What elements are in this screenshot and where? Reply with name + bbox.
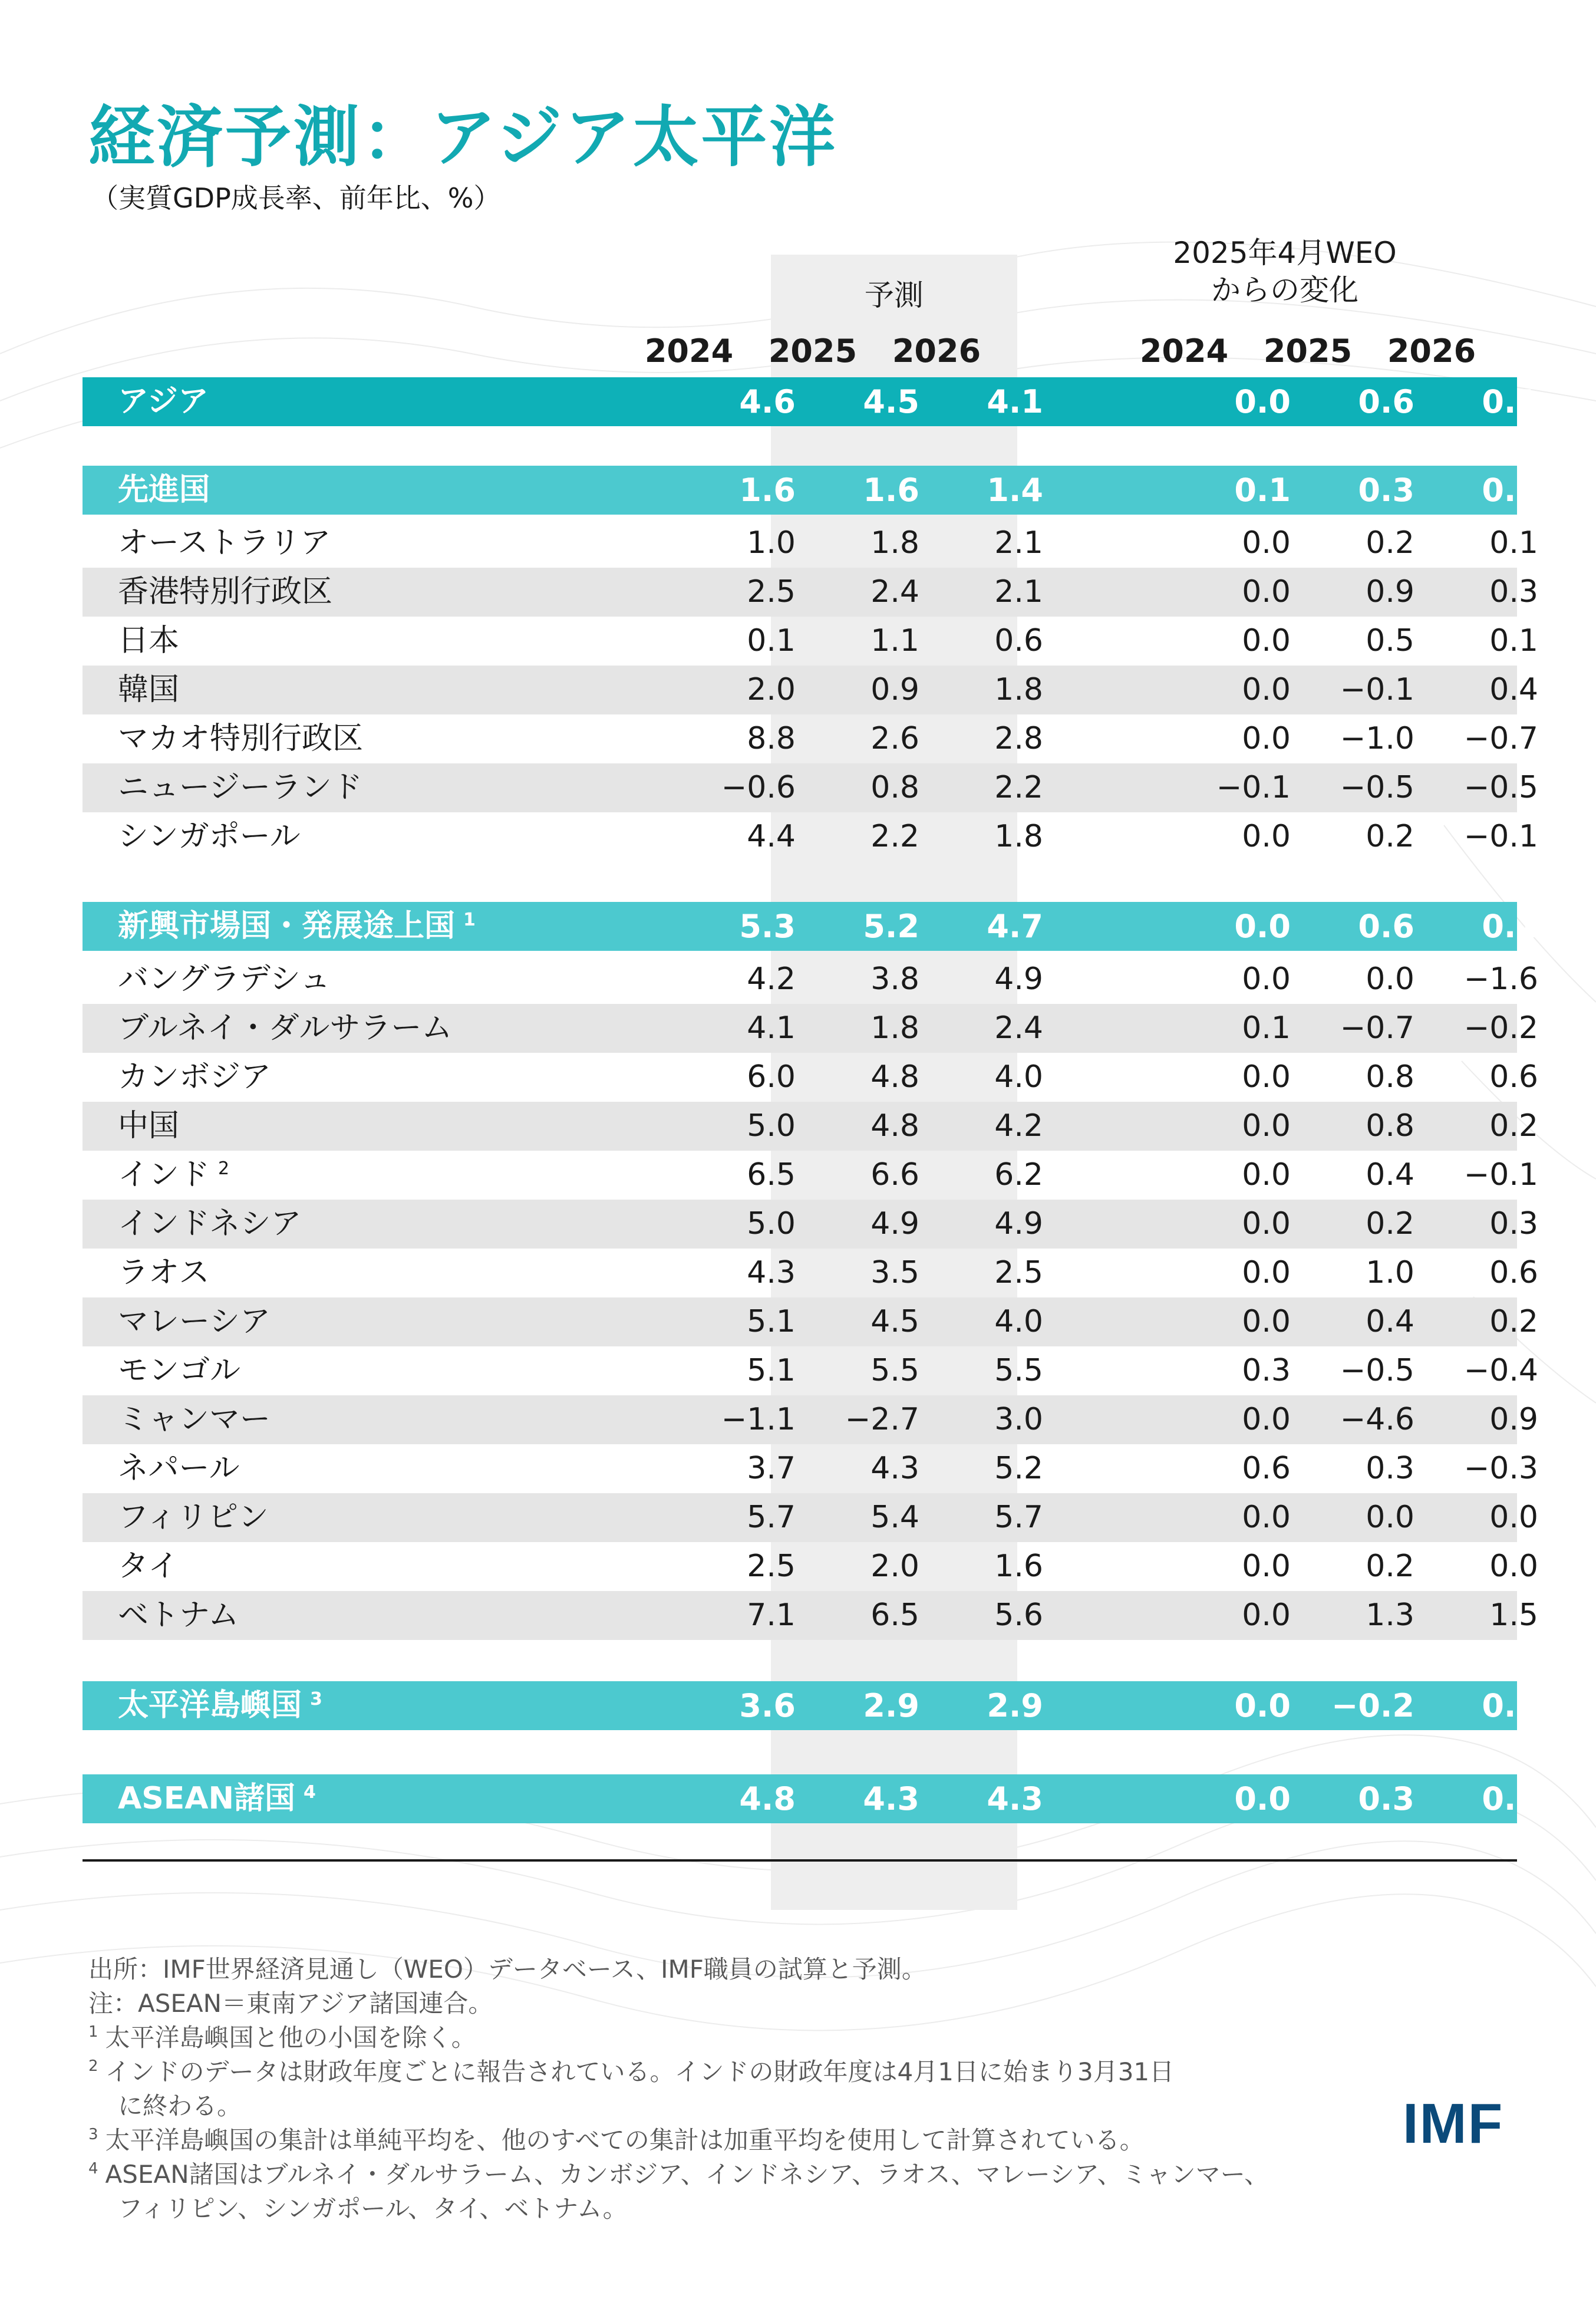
table-cell: 0.1 bbox=[1489, 525, 1538, 561]
table-cell: 6.2 bbox=[994, 1157, 1043, 1193]
table-cell: 4.1 bbox=[987, 383, 1043, 420]
row-label-text: タイ bbox=[118, 1549, 179, 1584]
table-cell: −0.1 bbox=[1216, 770, 1291, 805]
table-cell: 0.0 bbox=[1242, 1059, 1291, 1095]
table-cell: 4.1 bbox=[747, 1010, 796, 1046]
year-header: 2026 bbox=[892, 332, 981, 370]
table-cell: 4.4 bbox=[747, 819, 796, 854]
table-row bbox=[83, 617, 1538, 666]
table-cell: 8.8 bbox=[747, 721, 796, 756]
table-row bbox=[83, 519, 1538, 568]
table-cell: 0.0 bbox=[1234, 383, 1291, 420]
table-cell: 0.6 bbox=[1358, 383, 1414, 420]
table-cell: 4.5 bbox=[863, 383, 919, 420]
row-label bbox=[118, 1297, 271, 1346]
table-cell: 0.1 bbox=[1482, 908, 1538, 945]
row-label bbox=[118, 617, 179, 666]
table-row bbox=[83, 714, 1538, 763]
table-cell: 4.8 bbox=[739, 1780, 796, 1817]
row-label bbox=[118, 666, 179, 714]
row-label-text: インド bbox=[118, 1157, 210, 1193]
footnote-marker: 4 bbox=[303, 1782, 316, 1803]
table-cell: 4.3 bbox=[863, 1780, 919, 1817]
table-cell: 2.5 bbox=[994, 1255, 1043, 1290]
row-label-text: 新興市場国・発展途上国 bbox=[118, 908, 456, 944]
footnote-1: $^1$ 太平洋島嶼国と他の小国を除く。 bbox=[88, 2023, 476, 2052]
year-header: 2024 bbox=[644, 332, 734, 370]
row-label-text: 日本 bbox=[118, 623, 180, 658]
table-cell: 2.4 bbox=[994, 1010, 1043, 1046]
table-cell: 5.1 bbox=[747, 1304, 796, 1339]
table-cell: 1.0 bbox=[1366, 1255, 1414, 1290]
table-cell: 0.9 bbox=[870, 672, 919, 707]
table-cell: 6.5 bbox=[870, 1598, 919, 1633]
table-row bbox=[83, 1053, 1538, 1102]
table-cell: 5.6 bbox=[994, 1598, 1043, 1633]
change-header: 2025年4月WEO からの変化 bbox=[1173, 236, 1397, 307]
row-label bbox=[118, 568, 332, 617]
table-cell: 0.6 bbox=[1242, 1451, 1291, 1486]
table-cell: 1.4 bbox=[987, 472, 1043, 509]
table-cell: −1.0 bbox=[1340, 721, 1414, 756]
table-row bbox=[83, 1591, 1538, 1640]
table-cell: 2.4 bbox=[870, 574, 919, 610]
footnote-2-cont: に終わる。 bbox=[118, 2092, 242, 2120]
table-cell: 0.1 bbox=[1482, 472, 1538, 509]
footnote-4-cont: フィリピン、シンガポール、タイ、ベトナム。 bbox=[118, 2194, 628, 2223]
table-cell: 0.0 bbox=[1242, 1255, 1291, 1290]
row-label bbox=[118, 1395, 271, 1444]
table-cell: 0.1 bbox=[1234, 472, 1291, 509]
table-cell: 0.1 bbox=[1242, 1010, 1291, 1046]
aggregate-row bbox=[83, 466, 1538, 515]
table-cell: 0.2 bbox=[1489, 1108, 1538, 1144]
table-cell: −0.2 bbox=[1463, 1010, 1538, 1046]
row-label bbox=[118, 955, 331, 1004]
table-cell: 2.9 bbox=[863, 1687, 919, 1724]
table-row bbox=[83, 1542, 1538, 1591]
table-cell: 0.6 bbox=[1489, 1059, 1538, 1095]
table-cell: −0.1 bbox=[1463, 1157, 1538, 1193]
table-cell: 5.0 bbox=[747, 1108, 796, 1144]
table-cell: −0.2 bbox=[1331, 1687, 1414, 1724]
row-label bbox=[118, 1444, 239, 1493]
table-cell: 0.1 bbox=[1489, 623, 1538, 658]
aggregate-row bbox=[83, 1681, 1538, 1730]
table-cell: 0.0 bbox=[1242, 1598, 1291, 1633]
abbreviation-note: 注：ASEAN＝東南アジア諸国連合。 bbox=[88, 1989, 493, 2018]
table-row bbox=[83, 1151, 1538, 1200]
table-cell: 4.2 bbox=[994, 1108, 1043, 1144]
table-cell: 0.8 bbox=[1366, 1059, 1414, 1095]
table-cell: 0.3 bbox=[1358, 472, 1414, 509]
table-cell: 0.0 bbox=[1242, 1402, 1291, 1437]
row-label-text: オーストラリア bbox=[118, 525, 331, 561]
row-label-text: ASEAN諸国 bbox=[118, 1781, 295, 1816]
table-cell: 5.0 bbox=[747, 1206, 796, 1241]
table-cell: 0.0 bbox=[1242, 819, 1291, 854]
table-cell: 1.6 bbox=[863, 472, 919, 509]
table-cell: −0.1 bbox=[1463, 819, 1538, 854]
table-cell: 0.6 bbox=[1358, 908, 1414, 945]
table-row bbox=[83, 1297, 1538, 1346]
row-label-text: カンボジア bbox=[118, 1059, 272, 1095]
table-cell: 0.4 bbox=[1489, 672, 1538, 707]
table-cell: 0.3 bbox=[1366, 1451, 1414, 1486]
aggregate-row bbox=[83, 1774, 1538, 1823]
table-cell: 1.6 bbox=[994, 1549, 1043, 1584]
table-cell: 3.6 bbox=[739, 1687, 796, 1724]
footnote-3: $^3$ 太平洋島嶼国の集計は単純平均を、他のすべての集計は加重平均を使用して計算されている。 bbox=[88, 2126, 1145, 2155]
row-label-text: ブルネイ・ダルサラーム bbox=[118, 1010, 453, 1046]
table-cell: 0.3 bbox=[1358, 1780, 1414, 1817]
table-row bbox=[83, 1493, 1538, 1542]
footnote-4: $^4$ ASEAN諸国はブルネイ・ダルサラーム、カンボジア、インドネシア、ラオス、マレーシア、ミャンマー、 bbox=[88, 2160, 1269, 2189]
year-header: 2025 bbox=[1263, 332, 1353, 370]
table-cell: 6.5 bbox=[747, 1157, 796, 1193]
table-cell: 5.7 bbox=[994, 1500, 1043, 1535]
table-cell: −0.7 bbox=[1340, 1010, 1414, 1046]
row-label-text: ミャンマー bbox=[118, 1402, 271, 1437]
table-cell: 5.5 bbox=[870, 1353, 919, 1388]
table-cell: 2.2 bbox=[994, 770, 1043, 805]
table-cell: 3.7 bbox=[747, 1451, 796, 1486]
table-cell: 1.6 bbox=[739, 472, 796, 509]
row-label bbox=[118, 763, 362, 812]
row-label-text: バングラデシュ bbox=[118, 961, 331, 997]
table-cell: 0.2 bbox=[1366, 525, 1414, 561]
footnote-marker: 2 bbox=[218, 1158, 230, 1179]
table-cell: 3.0 bbox=[994, 1402, 1043, 1437]
imf-logo: IMF bbox=[1403, 2092, 1504, 2155]
table-row bbox=[83, 1395, 1538, 1444]
table-cell: 4.3 bbox=[987, 1780, 1043, 1817]
table-cell: −0.5 bbox=[1463, 770, 1538, 805]
table-cell: 0.0 bbox=[1242, 1157, 1291, 1193]
table-cell: 4.0 bbox=[994, 1304, 1043, 1339]
row-label bbox=[118, 1151, 229, 1200]
table-cell: 4.9 bbox=[870, 1206, 919, 1241]
table-cell: 5.4 bbox=[870, 1500, 919, 1535]
table-row bbox=[83, 812, 1538, 861]
table-cell: 0.6 bbox=[994, 623, 1043, 658]
table-row bbox=[83, 763, 1538, 812]
table-row bbox=[83, 568, 1538, 617]
table-cell: −0.3 bbox=[1463, 1451, 1538, 1486]
table-cell: 1.8 bbox=[870, 525, 919, 561]
table-cell: 1.0 bbox=[747, 525, 796, 561]
row-label-text: インドネシア bbox=[118, 1206, 302, 1241]
table-cell: −0.5 bbox=[1340, 770, 1414, 805]
row-label-text: 香港特別行政区 bbox=[118, 574, 333, 610]
table-cell: 4.3 bbox=[747, 1255, 796, 1290]
table-bottom-rule bbox=[83, 1859, 1517, 1862]
year-header-row bbox=[0, 332, 1596, 380]
table-cell: 0.8 bbox=[1366, 1108, 1414, 1144]
table-cell: 4.8 bbox=[870, 1059, 919, 1095]
table-cell: 0.0 bbox=[1242, 1206, 1291, 1241]
table-cell: −4.6 bbox=[1340, 1402, 1414, 1437]
table-cell: 0.0 bbox=[1242, 1304, 1291, 1339]
footnotes bbox=[88, 1952, 1491, 2226]
row-label bbox=[118, 377, 209, 426]
table-cell: 0.0 bbox=[1489, 1500, 1538, 1535]
table-cell: 5.5 bbox=[994, 1353, 1043, 1388]
row-label-text: アジア bbox=[118, 384, 209, 419]
table-cell: 4.2 bbox=[747, 961, 796, 997]
table-cell: 3.5 bbox=[870, 1255, 919, 1290]
row-label bbox=[118, 902, 476, 951]
table-cell: −0.7 bbox=[1463, 721, 1538, 756]
table-cell: 4.9 bbox=[994, 1206, 1043, 1241]
footnote-marker: 3 bbox=[310, 1689, 322, 1710]
table-cell: 0.3 bbox=[1489, 574, 1538, 610]
row-label bbox=[118, 1774, 316, 1823]
table-cell: 5.3 bbox=[739, 908, 796, 945]
forecast-header: 予測 bbox=[865, 278, 924, 312]
table-cell: 0.9 bbox=[1489, 1402, 1538, 1437]
table-cell: 4.0 bbox=[994, 1059, 1043, 1095]
row-label bbox=[118, 1493, 269, 1542]
table-cell: 0.0 bbox=[1366, 961, 1414, 997]
aggregate-row bbox=[83, 902, 1538, 951]
table-cell: 0.2 bbox=[1366, 1549, 1414, 1584]
table-cell: 0.0 bbox=[1242, 1500, 1291, 1535]
table-cell: 0.9 bbox=[1366, 574, 1414, 610]
table-cell: −0.1 bbox=[1340, 672, 1414, 707]
table-row bbox=[83, 955, 1538, 1004]
table-cell: −0.5 bbox=[1340, 1353, 1414, 1388]
row-label-text: フィリピン bbox=[118, 1500, 269, 1535]
year-header: 2024 bbox=[1139, 332, 1229, 370]
table-cell: 5.1 bbox=[747, 1353, 796, 1388]
table-cell: 5.2 bbox=[994, 1451, 1043, 1486]
table-cell: 2.5 bbox=[747, 1549, 796, 1584]
table-cell: 0.4 bbox=[1366, 1304, 1414, 1339]
table-cell: 0.6 bbox=[1489, 1255, 1538, 1290]
table-cell: −0.4 bbox=[1463, 1353, 1538, 1388]
row-label-text: モンゴル bbox=[118, 1353, 241, 1388]
table-cell: 0.0 bbox=[1242, 1549, 1291, 1584]
row-label bbox=[118, 466, 210, 515]
table-cell: 2.0 bbox=[747, 672, 796, 707]
table-cell: 6.0 bbox=[747, 1059, 796, 1095]
table-cell: 0.0 bbox=[1234, 908, 1291, 945]
table-cell: 0.0 bbox=[1234, 1780, 1291, 1817]
footnote-marker: 1 bbox=[463, 910, 476, 930]
row-label bbox=[118, 714, 363, 763]
table-cell: 0.1 bbox=[747, 623, 796, 658]
table-cell: 2.0 bbox=[870, 1549, 919, 1584]
table-row bbox=[83, 1444, 1538, 1493]
table-cell: 1.5 bbox=[1489, 1598, 1538, 1633]
table-cell: 4.9 bbox=[994, 961, 1043, 997]
table-cell: 0.0 bbox=[1242, 525, 1291, 561]
table-cell: −1.1 bbox=[721, 1402, 796, 1437]
table-row bbox=[83, 666, 1538, 714]
table-cell: 0.4 bbox=[1366, 1157, 1414, 1193]
table-cell: 6.6 bbox=[870, 1157, 919, 1193]
table-cell: 0.3 bbox=[1489, 1206, 1538, 1241]
row-label bbox=[118, 1542, 179, 1591]
table-cell: 0.0 bbox=[1234, 1687, 1291, 1724]
page-subtitle: （実質GDP成長率、前年比、%） bbox=[91, 182, 501, 214]
table-cell: 0.0 bbox=[1242, 721, 1291, 756]
table-row bbox=[83, 1249, 1538, 1297]
row-label-text: ネパール bbox=[118, 1451, 240, 1486]
table-cell: 2.9 bbox=[987, 1687, 1043, 1724]
table-cell: 0.0 bbox=[1489, 1549, 1538, 1584]
row-label bbox=[118, 519, 331, 568]
table-cell: 1.3 bbox=[1366, 1598, 1414, 1633]
row-label-text: ベトナム bbox=[118, 1598, 239, 1633]
table-cell: 1.8 bbox=[994, 672, 1043, 707]
table-cell: 0.0 bbox=[1242, 1108, 1291, 1144]
table-row bbox=[83, 1346, 1538, 1395]
row-label-text: ラオス bbox=[118, 1255, 210, 1290]
table-cell: 5.7 bbox=[747, 1500, 796, 1535]
footnote-2: $^2$ インドのデータは財政年度ごとに報告されている。インドの財政年度は4月1日に始まり3月31日 bbox=[88, 2057, 1175, 2086]
row-label-text: マカオ特別行政区 bbox=[118, 721, 364, 756]
table-cell: 2.6 bbox=[870, 721, 919, 756]
row-label bbox=[118, 1346, 240, 1395]
table-cell: −0.6 bbox=[721, 770, 796, 805]
table-cell: 0.0 bbox=[1242, 623, 1291, 658]
table-cell: 0.0 bbox=[1242, 961, 1291, 997]
table-cell: 0.5 bbox=[1366, 623, 1414, 658]
row-label bbox=[118, 1053, 271, 1102]
table-cell: 4.6 bbox=[739, 383, 796, 420]
table-cell: 0.4 bbox=[1482, 1780, 1538, 1817]
table-row bbox=[83, 1102, 1538, 1151]
table-cell: 5.2 bbox=[863, 908, 919, 945]
table-row bbox=[83, 1200, 1538, 1249]
table-cell: 4.3 bbox=[870, 1451, 919, 1486]
table-cell: 4.7 bbox=[987, 908, 1043, 945]
row-label bbox=[118, 1004, 452, 1053]
table-cell: 0.0 bbox=[1366, 1500, 1414, 1535]
source-note: 出所：IMF世界経済見通し（WEO）データベース、IMF職員の試算と予測。 bbox=[88, 1955, 926, 1984]
row-label-text: マレーシア bbox=[118, 1304, 271, 1339]
row-label bbox=[118, 1591, 239, 1640]
row-label bbox=[118, 1249, 209, 1297]
year-header: 2026 bbox=[1387, 332, 1476, 370]
table-cell: 2.1 bbox=[994, 574, 1043, 610]
table-cell: 0.2 bbox=[1482, 1687, 1538, 1724]
page-title: 経済予測：アジア太平洋 bbox=[88, 99, 838, 176]
row-label bbox=[118, 1102, 179, 1151]
table-cell: 0.3 bbox=[1242, 1353, 1291, 1388]
row-label-text: ニュージーランド bbox=[118, 770, 362, 805]
table-cell: 2.2 bbox=[870, 819, 919, 854]
table-cell: 2.1 bbox=[994, 525, 1043, 561]
row-label-text: 太平洋島嶼国 bbox=[118, 1688, 302, 1723]
aggregate-row bbox=[83, 377, 1538, 426]
row-label-text: 先進国 bbox=[118, 472, 210, 508]
table-cell: 1.8 bbox=[870, 1010, 919, 1046]
row-label bbox=[118, 1681, 322, 1730]
table-cell: 1.1 bbox=[870, 623, 919, 658]
row-label-text: 韓国 bbox=[118, 672, 180, 707]
table-cell: 0.8 bbox=[870, 770, 919, 805]
row-label-text: シンガポール bbox=[118, 819, 301, 854]
table-cell: 0.2 bbox=[1489, 1304, 1538, 1339]
row-label bbox=[118, 1200, 301, 1249]
table-cell: 0.0 bbox=[1242, 574, 1291, 610]
year-header: 2025 bbox=[768, 332, 858, 370]
table-cell: 0.0 bbox=[1242, 672, 1291, 707]
table-cell: 4.5 bbox=[870, 1304, 919, 1339]
table-cell: 7.1 bbox=[747, 1598, 796, 1633]
table-cell: 2.8 bbox=[994, 721, 1043, 756]
table-cell: 1.8 bbox=[994, 819, 1043, 854]
table-cell: 0.2 bbox=[1366, 819, 1414, 854]
table-cell: 4.8 bbox=[870, 1108, 919, 1144]
table-cell: 2.5 bbox=[747, 574, 796, 610]
table-row bbox=[83, 1004, 1538, 1053]
table-cell: 0.1 bbox=[1482, 383, 1538, 420]
table-cell: 3.8 bbox=[870, 961, 919, 997]
row-label-text: 中国 bbox=[118, 1108, 180, 1144]
table-cell: 0.2 bbox=[1366, 1206, 1414, 1241]
table-cell: −1.6 bbox=[1463, 961, 1538, 997]
table-cell: −2.7 bbox=[845, 1402, 919, 1437]
row-label bbox=[118, 812, 301, 861]
